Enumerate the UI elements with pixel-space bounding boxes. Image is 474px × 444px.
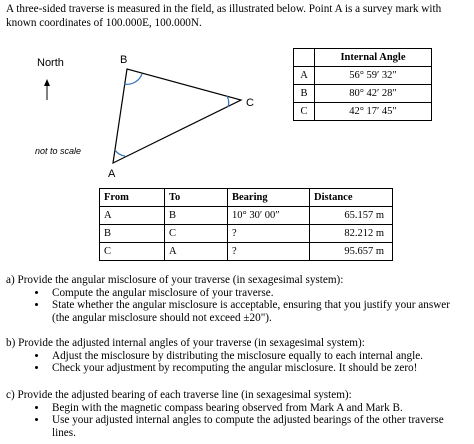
point-c-label: C [246,97,254,109]
internal-angle-table [293,48,432,121]
point-a-label: A [108,168,116,180]
table-row [294,85,432,103]
point-b-label: B [120,54,128,66]
from-cell: C [100,243,165,261]
table-row [100,207,393,225]
bearing-cell: ? [228,225,310,243]
angle-cell: 80° 42′ 28″ [315,85,432,103]
scale-note: not to scale [35,146,82,156]
angle-cell: 56° 59′ 32″ [315,67,432,85]
bearing-cell: 10° 30′ 00″ [228,207,310,225]
question-bullet: • Use your adjusted internal angles to compute the adjusted bearings of the other traverse lines. [48,414,468,439]
to-cell: A [165,243,228,261]
north-arrow-icon [44,79,50,100]
question-a [6,274,468,324]
point-cell: B [294,85,315,103]
traverse-table [99,188,393,261]
bearing-cell: ? [228,243,310,261]
angle-cell: 42° 17′ 45″ [315,103,432,121]
bearing-header: Bearing [228,189,310,207]
from-cell: A [100,207,165,225]
to-cell: C [165,225,228,243]
distance-cell: 82.212 m [310,225,393,243]
table-row [100,225,393,243]
table-header-row [100,189,393,207]
intro-text: A three-sided traverse is measured in the field, as illustrated below. Point A is a survey mark with known coordinates of 100.000E, 100.000N. [6,3,442,29]
angle-arc-c [227,96,229,107]
question-bullet: • Compute the angular misclosure of your traverse. [48,287,468,300]
question-text: b) Provide the adjusted internal angles of your traverse (in sexagesimal system): [6,337,365,349]
from-header: From [100,189,165,207]
internal-angle-header: Internal Angle [315,49,432,67]
table-row [294,67,432,85]
point-cell: A [294,67,315,85]
distance-cell: 65.157 m [310,207,393,225]
question-bullet: • State whether the angular misclosure is acceptable, ensuring that you justify your answer (the angular misclosure should not exceed ±20"). [48,299,468,324]
point-cell: C [294,103,315,121]
question-text: c) Provide the adjusted bearing of each traverse line (in sexagesimal system): [6,389,352,401]
from-cell: B [100,225,165,243]
question-b [6,337,468,375]
question-bullet: • Adjust the misclosure by distributing the misclosure equally to each internal angle. [48,350,468,363]
to-cell: B [165,207,228,225]
angle-arc-a [115,150,125,156]
distance-header: Distance [310,189,393,207]
to-header: To [165,189,228,207]
angle-arc-b [124,74,142,84]
question-text: a) Provide the angular misclosure of your traverse (in sexagesimal system): [6,274,344,286]
question-bullet: • Begin with the magnetic compass bearing observed from Mark A and Mark B. [48,402,468,415]
north-label: North [37,57,64,69]
table-row [294,103,432,121]
question-c [6,389,468,439]
table-header-row [294,49,432,67]
distance-cell: 95.657 m [310,243,393,261]
table-row [100,243,393,261]
question-bullet: • Check your adjustment by recomputing the angular misclosure. It should be zero! [48,362,468,375]
